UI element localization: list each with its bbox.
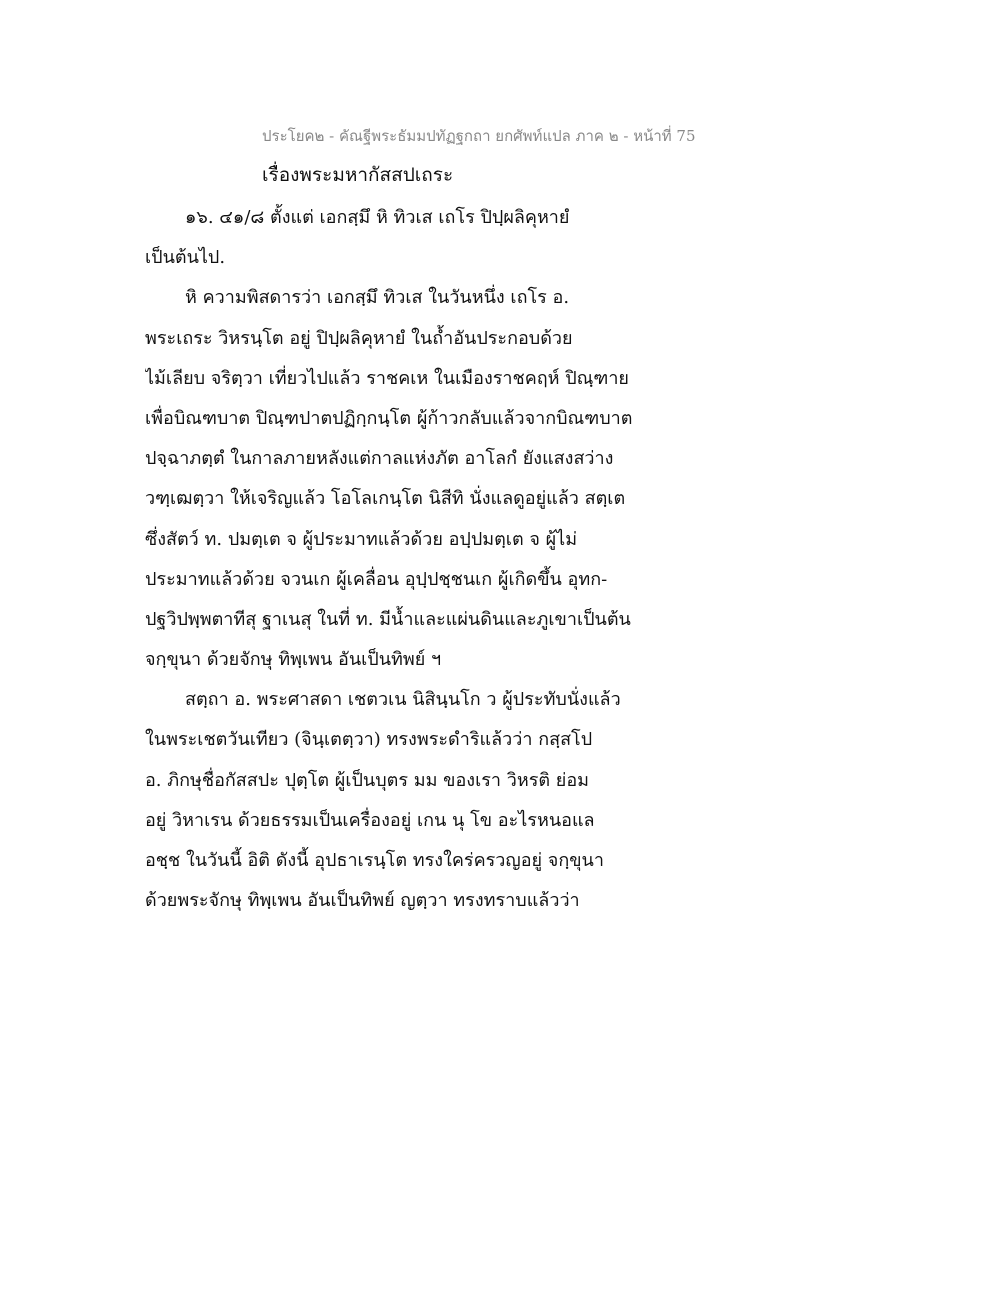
text-line: เพื่อบิณฑบาต ปิณฺฑปาตปฏิกฺกนฺโต ผู้ก้าวกลับแล้วจากบิณฑบาต <box>145 407 633 429</box>
text-line: ซึ่งสัตว์ ท. ปมตฺเต จ ผู้ประมาทแล้วด้วย อปฺปมตฺเต จ ผู้ไม่ <box>145 528 578 550</box>
story-title: เรื่องพระมหากัสสปเถระ <box>262 164 454 186</box>
text-line: พระเถระ วิหรนฺโต อยู่ ปิปฺผลิคุหายํ ในถ้ำอันประกอบด้วย <box>145 327 573 349</box>
text-line: สตฺถา อ. พระศาสดา เชตวเน นิสินฺนโก ว ผู้ประทับนั่งแล้ว <box>185 689 621 711</box>
text-line: ด้วยพระจักษุ ทิพฺเพน อันเป็นทิพย์ ญตฺวา ทรงทราบแล้วว่า <box>145 890 580 912</box>
text-line: ในพระเชตวันเทียว (จินฺเตตฺวา) ทรงพระดำริแล้วว่า กสฺสโป <box>145 729 593 751</box>
text-line: วฑฺเฒตฺวา ให้เจริญแล้ว โอโลเกนฺโต นิสีทิ นั่งแลดูอยู่แล้ว สตฺเต <box>145 488 626 510</box>
text-line: ไม้เลียบ จริตฺวา เที่ยวไปแล้ว ราชคเห ในเมืองราชคฤห์ ปิณฺฑาย <box>145 367 629 389</box>
text-line: อชฺช ในวันนี้ อิติ ดังนี้ อุปธาเรนฺโต ทรงใคร่ครวญอยู่ จกฺขุนา <box>145 850 604 871</box>
text-line: ปฐวิปพฺพตาทีสุ ฐาเนสุ ในที่ ท. มีน้ำและแผ่นดินและภูเขาเป็นต้น <box>145 608 631 630</box>
running-header: ประโยค๒ - คัณฐีพระธัมมปทัฏฐกถา ยกศัพท์แปล ภาค ๒ - หน้าที่ 75 <box>262 127 696 145</box>
text-line: จกฺขุนา ด้วยจักษุ ทิพฺเพน อันเป็นทิพย์ ฯ <box>145 649 442 671</box>
paragraph-3 <box>145 680 705 921</box>
paragraph-1 <box>145 198 705 278</box>
text-line: ๑๖. ๔๑/๘ ตั้งแต่ เอกสฺมึ หิ ทิวเส เถโร ปิปฺผลิคุหายํ <box>185 207 570 228</box>
text-line: อยู่ วิหาเรน ด้วยธรรมเป็นเครื่องอยู่ เกน นุ โข อะไรหนอแล <box>145 809 595 831</box>
text-line: หิ ความพิสดารว่า เอกสฺมึ ทิวเส ในวันหนึ่ง เถโร อ. <box>185 287 570 309</box>
text-line: ปจฺฉาภตฺตํ ในกาลภายหลังแต่กาลแห่งภัต อาโลกํ ยังแสงสว่าง <box>145 448 614 470</box>
text-line: เป็นต้นไป. <box>145 247 226 269</box>
text-line: อ. ภิกษุชื่อกัสสปะ ปุตฺโต ผู้เป็นบุตร มม ของเรา วิหรติ ย่อม <box>145 769 590 791</box>
text-line: ประมาทแล้วด้วย จวนเก ผู้เคลื่อน อุปฺปชฺชนเก ผู้เกิดขึ้น อุทก- <box>145 568 608 590</box>
body-text <box>145 198 705 921</box>
paragraph-2 <box>145 278 705 680</box>
